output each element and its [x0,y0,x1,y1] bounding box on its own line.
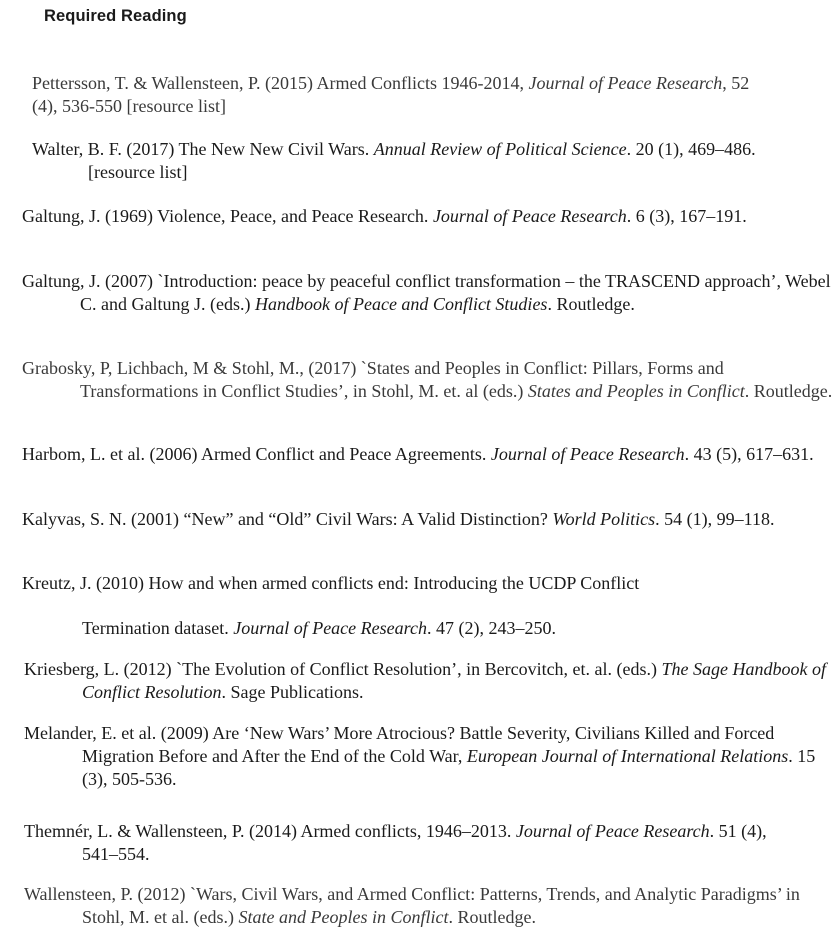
reference-text: Harbom, L. et al. (2006) Armed Conflict and Peace Agreements. [22,444,491,464]
reference-text: Kreutz, J. (2010) How and when armed conflicts end: Introducing the UCDP Conflict [22,573,640,593]
page-title: Required Reading [44,7,187,25]
reference-journal: The Sage Handbook of Conflict Resolution [82,659,827,702]
reference-text: Grabosky, P, Lichbach, M & Stohl, M., (2017) `States and Peoples in Conflict: Pillars, Forms and Transformations in Conflict Studies’, in Stohl, M. et. al (eds.) [22,358,724,401]
reference-item [32,72,767,118]
reference-text: Galtung, J. (1969) Violence, Peace, and Peace Research. [22,206,433,226]
reference-details: . 54 (1), 99–118. [655,509,775,529]
reference-journal: Journal of Peace Research [490,444,685,464]
reference-text: Melander, E. et al. (2009) Are ‘New Wars’ More Atrocious? Battle Severity, Civilians Killed and Forced Migration Before and After the End of the Cold War, [24,723,775,766]
reference-journal: States and Peoples in Conflict [527,381,745,401]
reference-text: Pettersson, T. & Wallensteen, P. (2015) Armed Conflicts 1946-2014, [32,73,529,93]
reference-item-continued [82,617,782,640]
reference-journal: Handbook of Peace and Conflict Studies [254,294,548,314]
reference-details: . 51 (4), 541–554. [82,821,767,864]
reference-text: Kriesberg, L. (2012) `The Evolution of Conflict Resolution’, in Bercovitch, et. al. (eds.) [24,659,662,679]
reference-item [22,205,840,228]
reference-details: . Routledge. [547,294,635,314]
reference-item [22,508,840,531]
reference-journal: Journal of Peace Research [515,821,710,841]
reference-item [22,357,840,403]
reference-text: Themnér, L. & Wallensteen, P. (2014) Armed conflicts, 1946–2013. [24,821,516,841]
reference-journal: World Politics [552,509,656,529]
reference-item [24,722,837,791]
reference-item [24,658,837,704]
reference-details: . 43 (5), 617–631. [684,444,814,464]
reference-details: , 52 (4), 536-550 [resource list] [32,73,750,116]
reference-details: . 6 (3), 167–191. [626,206,747,226]
reference-journal: Journal of Peace Research [432,206,627,226]
reference-details: . 47 (2), 243–250. [426,618,556,638]
reference-text: Walter, B. F. (2017) The New New Civil Wars. [32,139,374,159]
reference-journal: European Journal of International Relations [466,746,789,766]
reference-journal: State and Peoples in Conflict [238,907,449,927]
reference-text: Wallensteen, P. (2012) `Wars, Civil Wars, and Armed Conflict: Patterns, Trends, and Analytic Paradigms’ in Stohl, M. et al. (eds.) [24,884,800,927]
reference-text: Termination dataset. [82,618,234,638]
reference-details: . Routledge. [744,381,833,401]
reference-item [22,270,840,316]
reference-item [24,883,837,929]
reference-item [24,820,782,866]
reference-item [22,443,840,466]
reference-item [22,572,782,595]
reference-details: . 20 (1), 469–486. [resource list] [88,139,756,182]
reference-journal: Journal of Peace Research [233,618,427,638]
reference-item [32,138,798,184]
reference-details: . Routledge. [448,907,536,927]
reference-details: . 15 (3), 505-536. [82,746,816,789]
reference-text: Galtung, J. (2007) `Introduction: peace by peaceful conflict transformation – the TRASCEND approach’, Webel C. and Galtung J. (eds.) [22,271,831,314]
reference-journal: Annual Review of Political Science [373,139,627,159]
reference-text: Kalyvas, S. N. (2001) “New” and “Old” Civil Wars: A Valid Distinction? [22,509,553,529]
reference-details: . Sage Publications. [221,682,364,702]
reference-journal: Journal of Peace Research [528,73,723,93]
